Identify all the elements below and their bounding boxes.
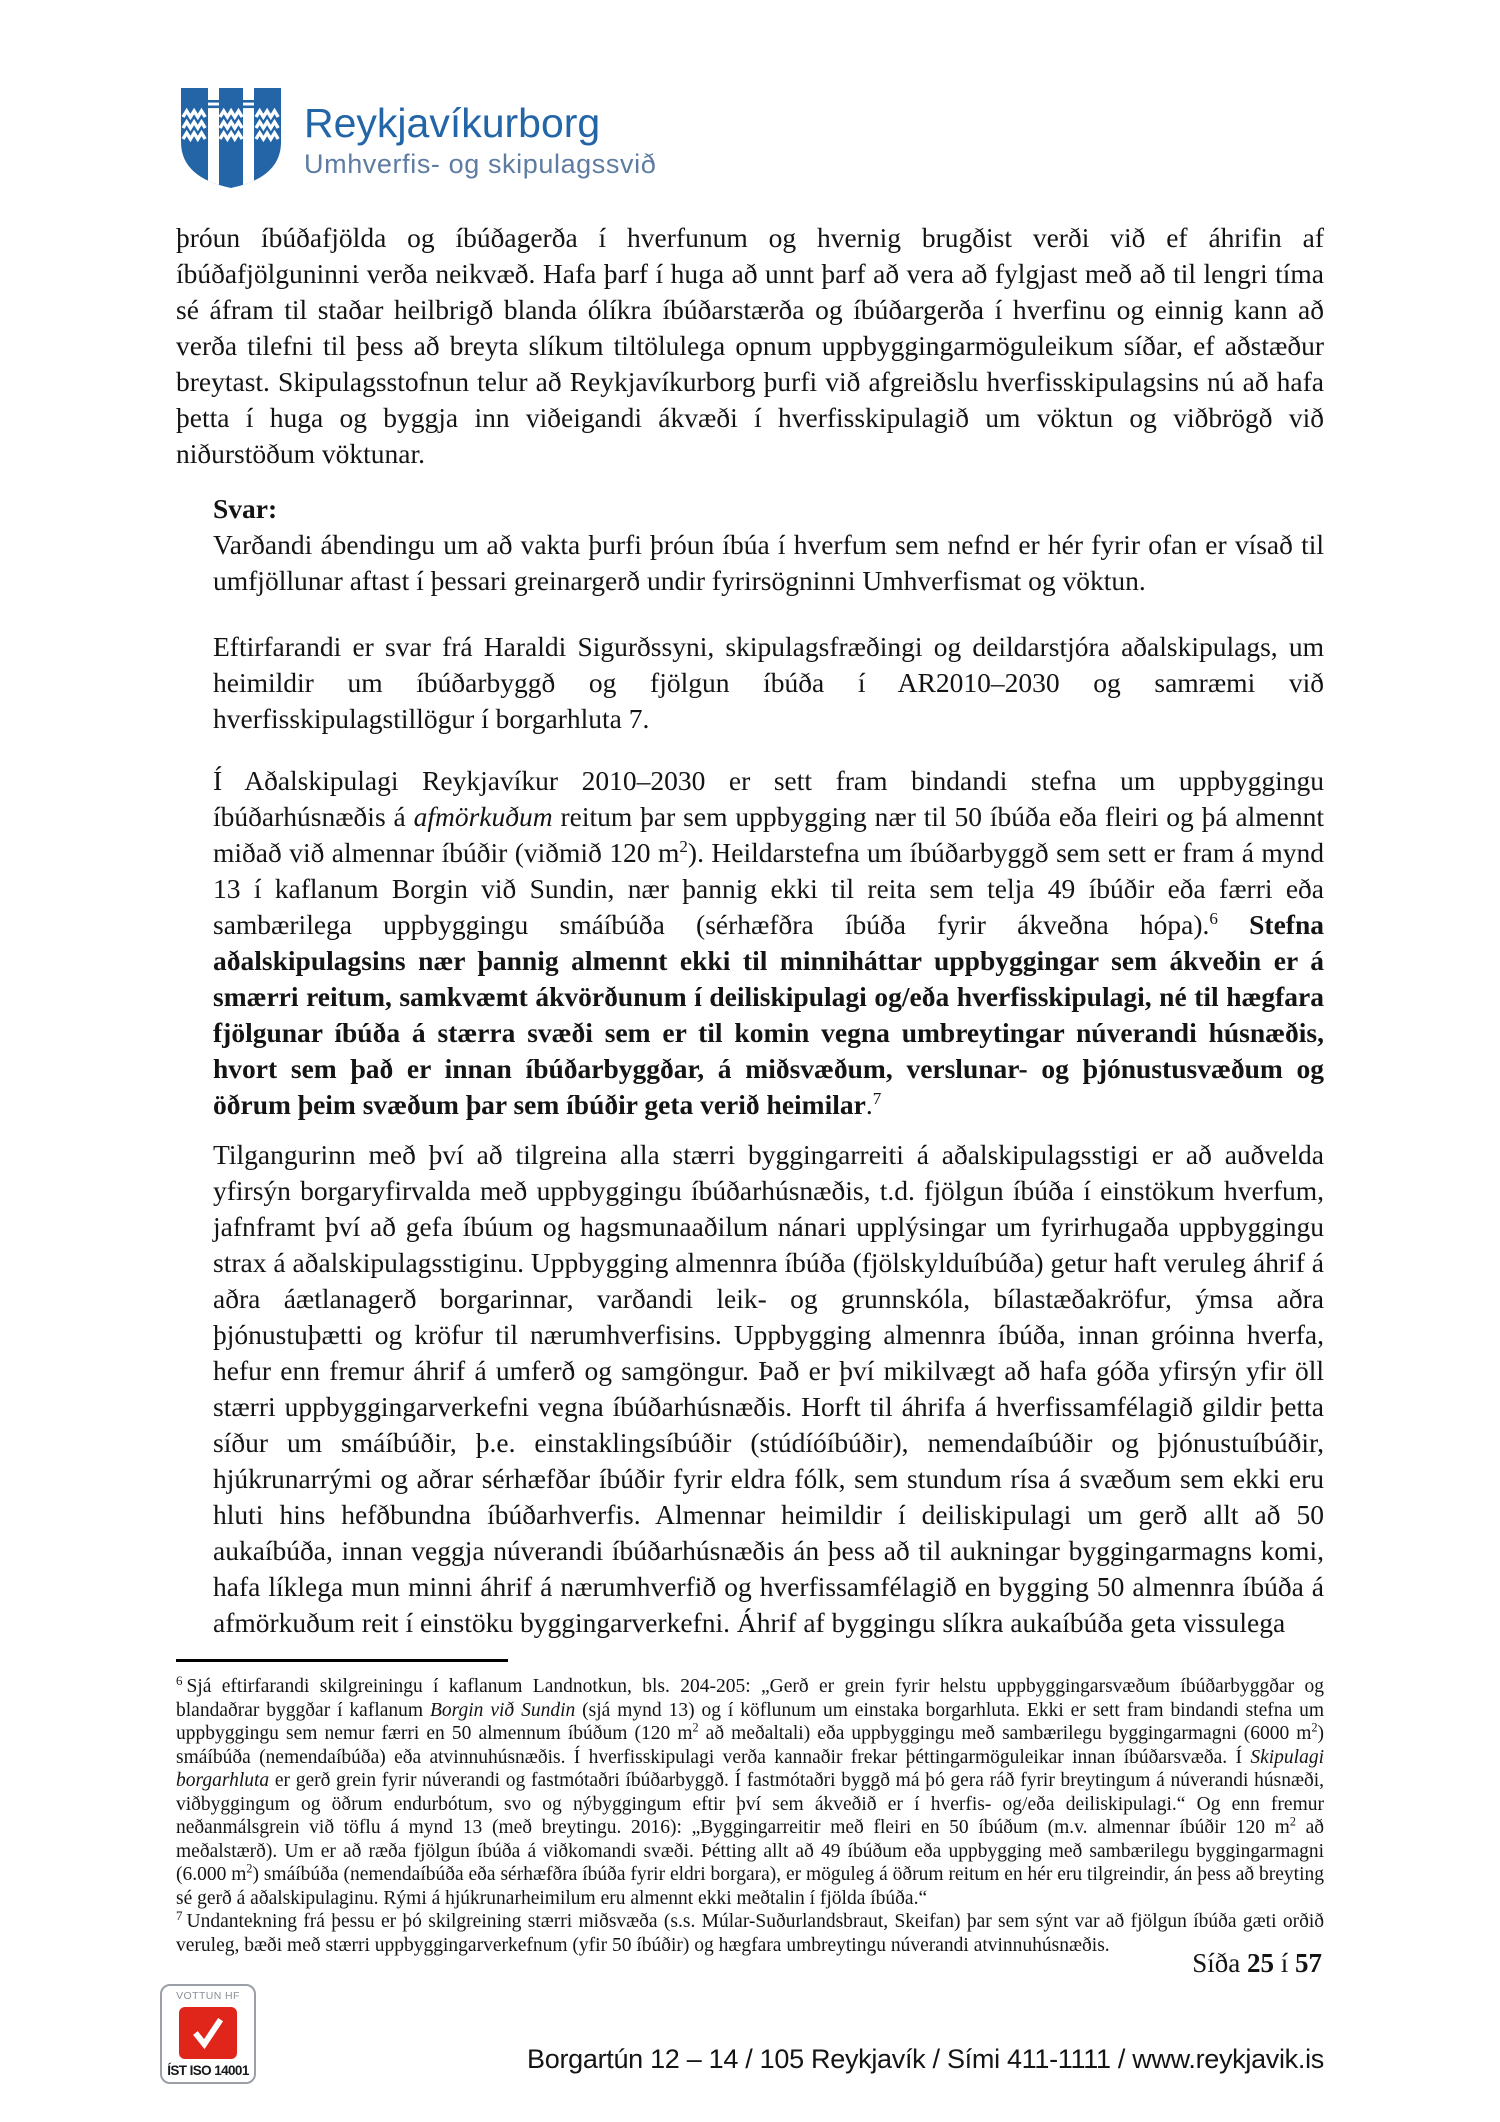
paragraph-answer-4: Tilgangurinn með því að tilgreina alla stærri byggingarreiti á aðalskipulagsstigi er að auðvelda yfirsýn borgaryfirvalda með uppbyggingu íbúðarhúsnæðis, t.d. fjölgun íbúða í einstökum hverfum, jafnframt því að gefa íbúum og hagsmunaaðilum nánari upplýsingar um fyrirhugaða uppbyggingu strax á aðalskipulagsstiginu. Uppbygging almennra íbúða (fjölskylduíbúða) getur haft veruleg áhrif á aðra áætlanagerð borgarinnar, varðandi leik- og grunnskóla, bílastæðakröfur, ýmsa aðra þjónustuþætti og kröfur til nærumhverfisins. Uppbygging almennra íbúða, innan gróinna hverfa, hefur enn fremur áhrif á umferð og samgöngur. Það er því mikilvægt að hafa góða yfirsýn yfir öll stærri uppbyggingarverkefni vegna íbúðarhúsnæðis. Horft til áhrifa á hverfissamfélagið gildir þetta síður um smáíbúðir, þ.e. einstaklingsíbúðir (stúdíóíbúðir), nemendaíbúðir og þjónustuíbúðir, hjúkrunarrými og aðrar sérhæfðar íbúðir fyrir eldra fólk, sem stundum rísa á svæðum sem ekki eru hluti hins hefðbundna íbúðarhverfis. Almennar heimildir í deiliskipulagi um gerð allt að 50 aukaíbúða, innan veggja núverandi íbúðarhúsnæðis án þess að til aukningar byggingarmagns komi, hafa líklega mun minni áhrif á nærumhverfið og hverfissamfélagið en bygging 50 almennra íbúða á afmörkuðum reit í einstöku byggingarverkefni. Áhrif af byggingu slíkra aukaíbúða geta vissulega xyxy=(213,1139,1324,1638)
footnote-7-text: Undantekning frá þessu er þó skilgreining stærri miðsvæða (s.s. Múlar-Suðurlandsbraut, Skeifan) þar sem sýnt var að fjölgun íbúða gæti orðið veruleg, bæði með stærri uppbyggingarverkefnum (yfir 50 íbúðir) og hægfara umbreytingu núverandi atvinnuhúsnæðis. xyxy=(176,1911,1324,1956)
letterhead xyxy=(178,86,656,190)
svar-heading: Svar: xyxy=(213,493,278,524)
footnote-6-marker: 6 xyxy=(176,1672,183,1688)
page-indicator: Síða 25 í 57 xyxy=(1192,1948,1322,1978)
footnote-7 xyxy=(176,1907,1324,1957)
footnotes xyxy=(176,1672,1325,1957)
stamp-top-label: VOTTUN HF xyxy=(176,1990,240,2002)
paragraph-answer-1: Varðandi ábendingu um að vakta þurfi þróun íbúa í hverfum sem nefnd er hér fyrir ofan er vísað til umfjöllunar aftast í þessari greinargerð undir fyrirsögninni Umhverfismat og vöktun. xyxy=(213,529,1324,596)
iso-certification-stamp xyxy=(160,1984,256,2084)
paragraph-answer-3: Í Aðalskipulagi Reykjavíkur 2010–2030 er sett fram bindandi stefna um uppbyggingu íbúðarhúsnæðis á afmörkuðum reitum þar sem uppbygging nær til 50 íbúða eða fleiri og þá almennt miðað við almennar íbúðir (viðmið 120 $m^2$). Heildarstefna um íbúðarbyggð sem sett er fram á mynd 13 í kaflanum Borgin við Sundin, nær þannig ekki til reita sem telja 49 íbúðir eða færri eða sambærilega uppbyggingu smáíbúða (sérhæfðra íbúða fyrir ákveðna hópa).$^6$ Stefna aðalskipulagsins nær þannig almennt ekki til minniháttar uppbyggingar sem ákveðin er á smærri reitum, samkvæmt ákvörðunum í deiliskipulagi og/eða hverfisskipulagi, né til hægfara fjölgunar íbúða á stærra svæði sem er til komin vegna umbreytingar núverandi húsnæðis, hvort sem það er innan íbúðarbyggðar, á miðsvæðum, verslunar- og þjónustusvæðum og öðrum þeim svæðum þar sem íbúðir geta verið heimilar.$^7$ xyxy=(213,765,1325,1120)
coat-of-arms-icon xyxy=(178,86,284,190)
footer-address: Borgartún 12 – 14 / 105 Reykjavík / Sími 411-1111 / www.reykjavik.is xyxy=(527,2044,1324,2074)
footnote-separator xyxy=(176,1659,508,1662)
footnote-7-marker: 7 xyxy=(176,1907,183,1923)
stamp-bottom-label: ÍST ISO 14001 xyxy=(167,2063,249,2078)
paragraph-answer-2: Eftirfarandi er svar frá Haraldi Sigurðssyni, skipulagsfræðingi og deildarstjóra aðalskipulags, um heimildir um íbúðarbyggð og fjölgun íbúða í AR2010–2030 og samræmi við hverfisskipulagstillögur í borgarhluta 7. xyxy=(213,631,1324,734)
logo-text xyxy=(304,86,656,180)
paragraph-intro: þróun íbúðafjölda og íbúðagerða í hverfunum og hvernig brugðist verði við ef áhrifin af íbúðafjölguninni verða neikvæð. Hafa þarf í huga að unnt þarf að vera að fylgjast með að til lengri tíma sé áfram til staðar heilbrigð blanda ólíkra íbúðarstærða og íbúðargerða í hverfinu og einnig kann að verða tilefni til þess að breyta slíkum tiltölulega opnum uppbyggingarmöguleikum síðar, ef aðstæður breytast. Skipulagsstofnun telur að Reykjavíkurborg þurfi við afgreiðslu hverfisskipulagsins nú að hafa þetta í huga og byggja inn viðeigandi ákvæði í hverfisskipulagið um vöktun og viðbrögð við niðurstöðum vöktunar. xyxy=(176,222,1324,469)
document-body xyxy=(176,220,1324,1957)
org-name: Reykjavíkurborg xyxy=(304,100,601,146)
footnote-6 xyxy=(176,1672,1325,1910)
answer-section xyxy=(213,491,1324,1641)
checkmark-icon xyxy=(179,2007,237,2059)
footnote-6-text: Sjá eftirfarandi skilgreiningu í kaflanum Landnotkun, bls. 204-205: „Gerð er grein fyrir helstu uppbyggingarsvæðum íbúðarbyggðar og blandaðrar byggðar í kaflanum Borgin við Sundin (sjá mynd 13) og í köflunum um einstaka borgarhluta. Ekki er sett fram bindandi stefna um uppbyggingu sem nemur færri en 50 almennum íbúðum (120 $m^2$ að meðaltali) eða uppbyggingu með sambærilegu byggingarmagni (6000 $m^2$) smáíbúða (nemendaíbúða) eða atvinnuhúsnæðis. Í hverfisskipulagi verða kannaðir frekar þéttingarmöguleikar innan íbúðarsvæða. Í Skipulagi borgarhluta er gerð grein fyrir núverandi og fastmótaðri íbúðarbyggð. Í fastmótaðri byggð má þó gera ráð fyrir breytingum á núverandi húsnæði, viðbyggingum og öðrum endurbótum, svo og nýbyggingum eftir því sem ákveðið er í hverfis- og/eða deiliskipulagi.“ Og enn fremur neðanmálsgrein við töflu á mynd 13 (með breytingu. 2016): „Byggingarreitir með fleiri en 50 íbúðum (m.v. almennar íbúðir 120 $m^2$ að meðalstærð). Um er að ræða fjölgun íbúða á viðkomandi svæði. Þétting allt að 49 íbúðum eða uppbygging með sambærilegu byggingarmagni (6.000 $m^2$) smáíbúða (nemendaíbúða eða sérhæfðra íbúða fyrir eldri borgara), er möguleg á öðrum reitum en hér eru tilgreindir, án þess að breyting sé gerð á aðalskipulaginu. Rými á hjúkrunarheimilum eru almennt ekki meðtalin í fjölda íbúða.“ xyxy=(176,1676,1325,1909)
org-department: Umhverfis- og skipulagssvið xyxy=(304,149,657,180)
